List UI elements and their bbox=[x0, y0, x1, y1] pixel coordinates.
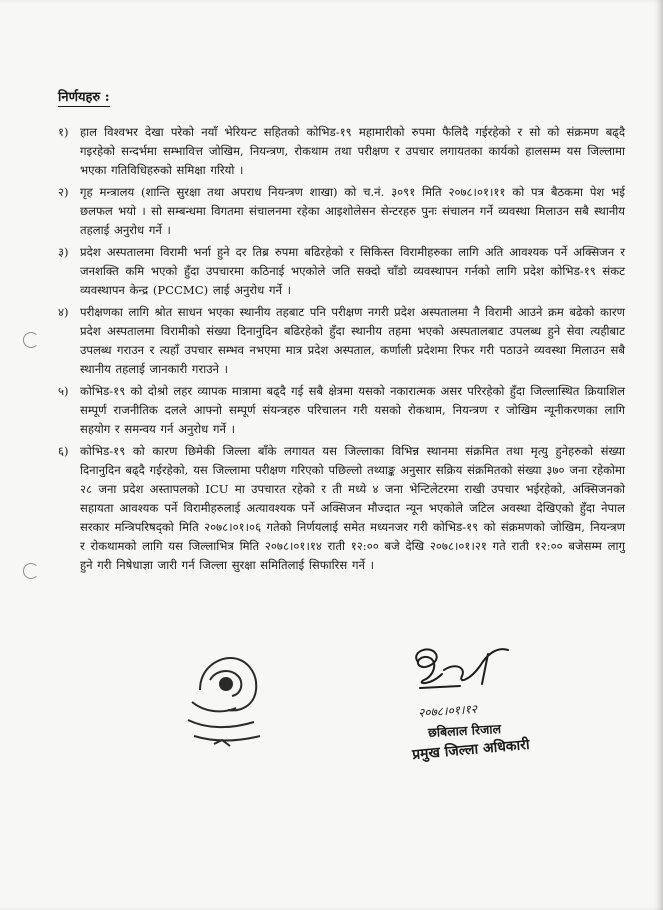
decision-number: ५) bbox=[58, 384, 69, 398]
decision-number: ३) bbox=[58, 245, 69, 259]
punch-hole-icon bbox=[23, 332, 39, 348]
decision-text: कोभिड-१९ को कारण छिमेकी जिल्ला बाँके लगायत यस जिल्लाका विभिन्न स्थानमा संक्रमित तथा मृत्यु हुनेहरुको संख्या दिनानुदिन बढ्दै गईरहेको, यस जिल्लामा परीक्षण गरिएको पछिल्लो तथ्याङ्क अनुसार सक्रिय संक्रमितको संख्या ३७० जना रहेकोमा २८ जना प्रदेश अस्तापलको ICU मा उपचारत रहेको र ती मध्ये ४ जना भेन्टिलेटरमा राखी उपचार भईरहेको, अक्सिजनको सहायता आवश्यक पर्ने विरामीहरुलाई अत्यावश्यक पर्ने अक्सिजन मौज्दात न्यून भएकोले जटिल अवस्था देखिएको हुँदा नेपाल सरकार मन्त्रिपरिषद्को मिति २०७८।०१।०६ गतेको निर्णयलाई समेत मध्यनजर गरी कोभिड-१९ को संक्रमणको जोखिम, नियन्त्रण र रोकथामको लागि यस जिल्लाभित्र मिति २०७८।०१।१४ राती १२:०० बजे देखि २०७८।०१।२१ गते राती १२:०० बजेसम्म लागु हुने गरी निषेधाज्ञा जारी गर्न जिल्ला सुरक्षा समितिलाई सिफारिस गर्ने । bbox=[80, 444, 625, 572]
signature-date: २०७८।०१।१२ bbox=[417, 701, 478, 721]
decision-text: प्रदेश अस्पतालमा विरामी भर्ना हुने दर तिब्र रुपमा बढिरहेको र सिकिस्त विरामीहरुका लागि अति आवश्यक पर्ने अक्सिजन र जनशक्ति कमि भएको हुँदा उपचारमा कठिनाई भएकोले जति सक्दो चाँडो व्यवस्थापन गर्नको लागि प्रदेश कोभिड-१९ संकट व्यवस्थापन केन्द्र (PCCMC) लाई अनुरोध गर्ने । bbox=[80, 245, 625, 297]
decision-number: १) bbox=[58, 125, 69, 139]
decision-item bbox=[58, 183, 625, 240]
decision-number: २) bbox=[58, 185, 69, 199]
signatory-title: प्रमुख जिल्ला अधिकारी bbox=[411, 736, 531, 764]
decision-item bbox=[58, 382, 625, 439]
decision-number: ६) bbox=[58, 444, 69, 458]
decision-item bbox=[58, 303, 625, 379]
decision-section bbox=[58, 86, 625, 578]
office-seal-icon bbox=[170, 650, 280, 750]
decision-text: गृह मन्त्रालय (शान्ति सुरक्षा तथा अपराध नियन्त्रण शाखा) को च.नं. ३०९१ मिति २०७८।०१।११ को पत्र बैठकमा पेश भई छलफल भयो । सो सम्बन्धमा विगतमा संचालनमा रहेका आइशोलेसन सेन्टरहरु पुनः संचालन गर्ने व्यवस्था मिलाउन सबै स्थानीय तहलाई अनुरोध गर्ने । bbox=[80, 185, 625, 237]
signatory-name: छबिलाल रिजाल bbox=[427, 721, 502, 740]
decision-item bbox=[58, 243, 625, 300]
signature-icon bbox=[400, 640, 520, 700]
decision-text: परीक्षणका लागि श्रोत साधन भएका स्थानीय तहबाट पनि परीक्षण नगरी प्रदेश अस्पतालमा नै विरामी आउने क्रम बढेको कारण प्रदेश अस्पतालमा विरामीको संख्या दिनानुदिन बढिरहेको हुँदा स्थानीय तहमा भएको अस्पतालबाट उपलब्ध हुने सेवा त्यहीबाट उपलब्ध गराउन र त्यहाँ उपचार सम्भव नभएमा मात्र प्रदेश अस्पताल, कर्णाली प्रदेशमा रिफर गरी पठाउने व्यवस्था मिलाउन सबै स्थानीय तहलाई जानकारी गराउने । bbox=[80, 305, 625, 376]
decision-text: कोभिड-१९ को दोश्रो लहर व्यापक मात्रामा बढ्दै गई सबै क्षेत्रमा यसको नकारात्मक असर परिरहेको हुँदा जिल्लास्थित क्रियाशिल सम्पूर्ण राजनीतिक दलले आफ्नो सम्पूर्ण संयन्त्रहरु परिचालन गरी यसको रोकथाम, नियन्त्रण र जोखिम न्यूनीकरणका लागि सहयोग र समन्वय गर्न अनुरोध गर्ने । bbox=[80, 384, 625, 436]
section-heading: निर्णयहरु : bbox=[58, 87, 110, 107]
decision-item bbox=[58, 442, 625, 575]
decision-item bbox=[58, 123, 625, 180]
punch-hole-icon bbox=[23, 563, 39, 579]
decision-text: हाल विश्वभर देखा परेको नयाँ भेरियन्ट सहितको कोभिड-१९ महामारीको रुपमा फैलिदै गईरहेको र सो को संक्रमण बढ्दै गइरहेको सन्दर्भमा सम्भावित्त जोखिम, नियन्त्रण, रोकथाम तथा परीक्षण र उपचार लगायतका कार्यको हालसम्म यस जिल्लामा भएका गतिविधिहरुको समिक्षा गरियो । bbox=[80, 125, 625, 177]
decision-number: ४) bbox=[58, 305, 69, 319]
